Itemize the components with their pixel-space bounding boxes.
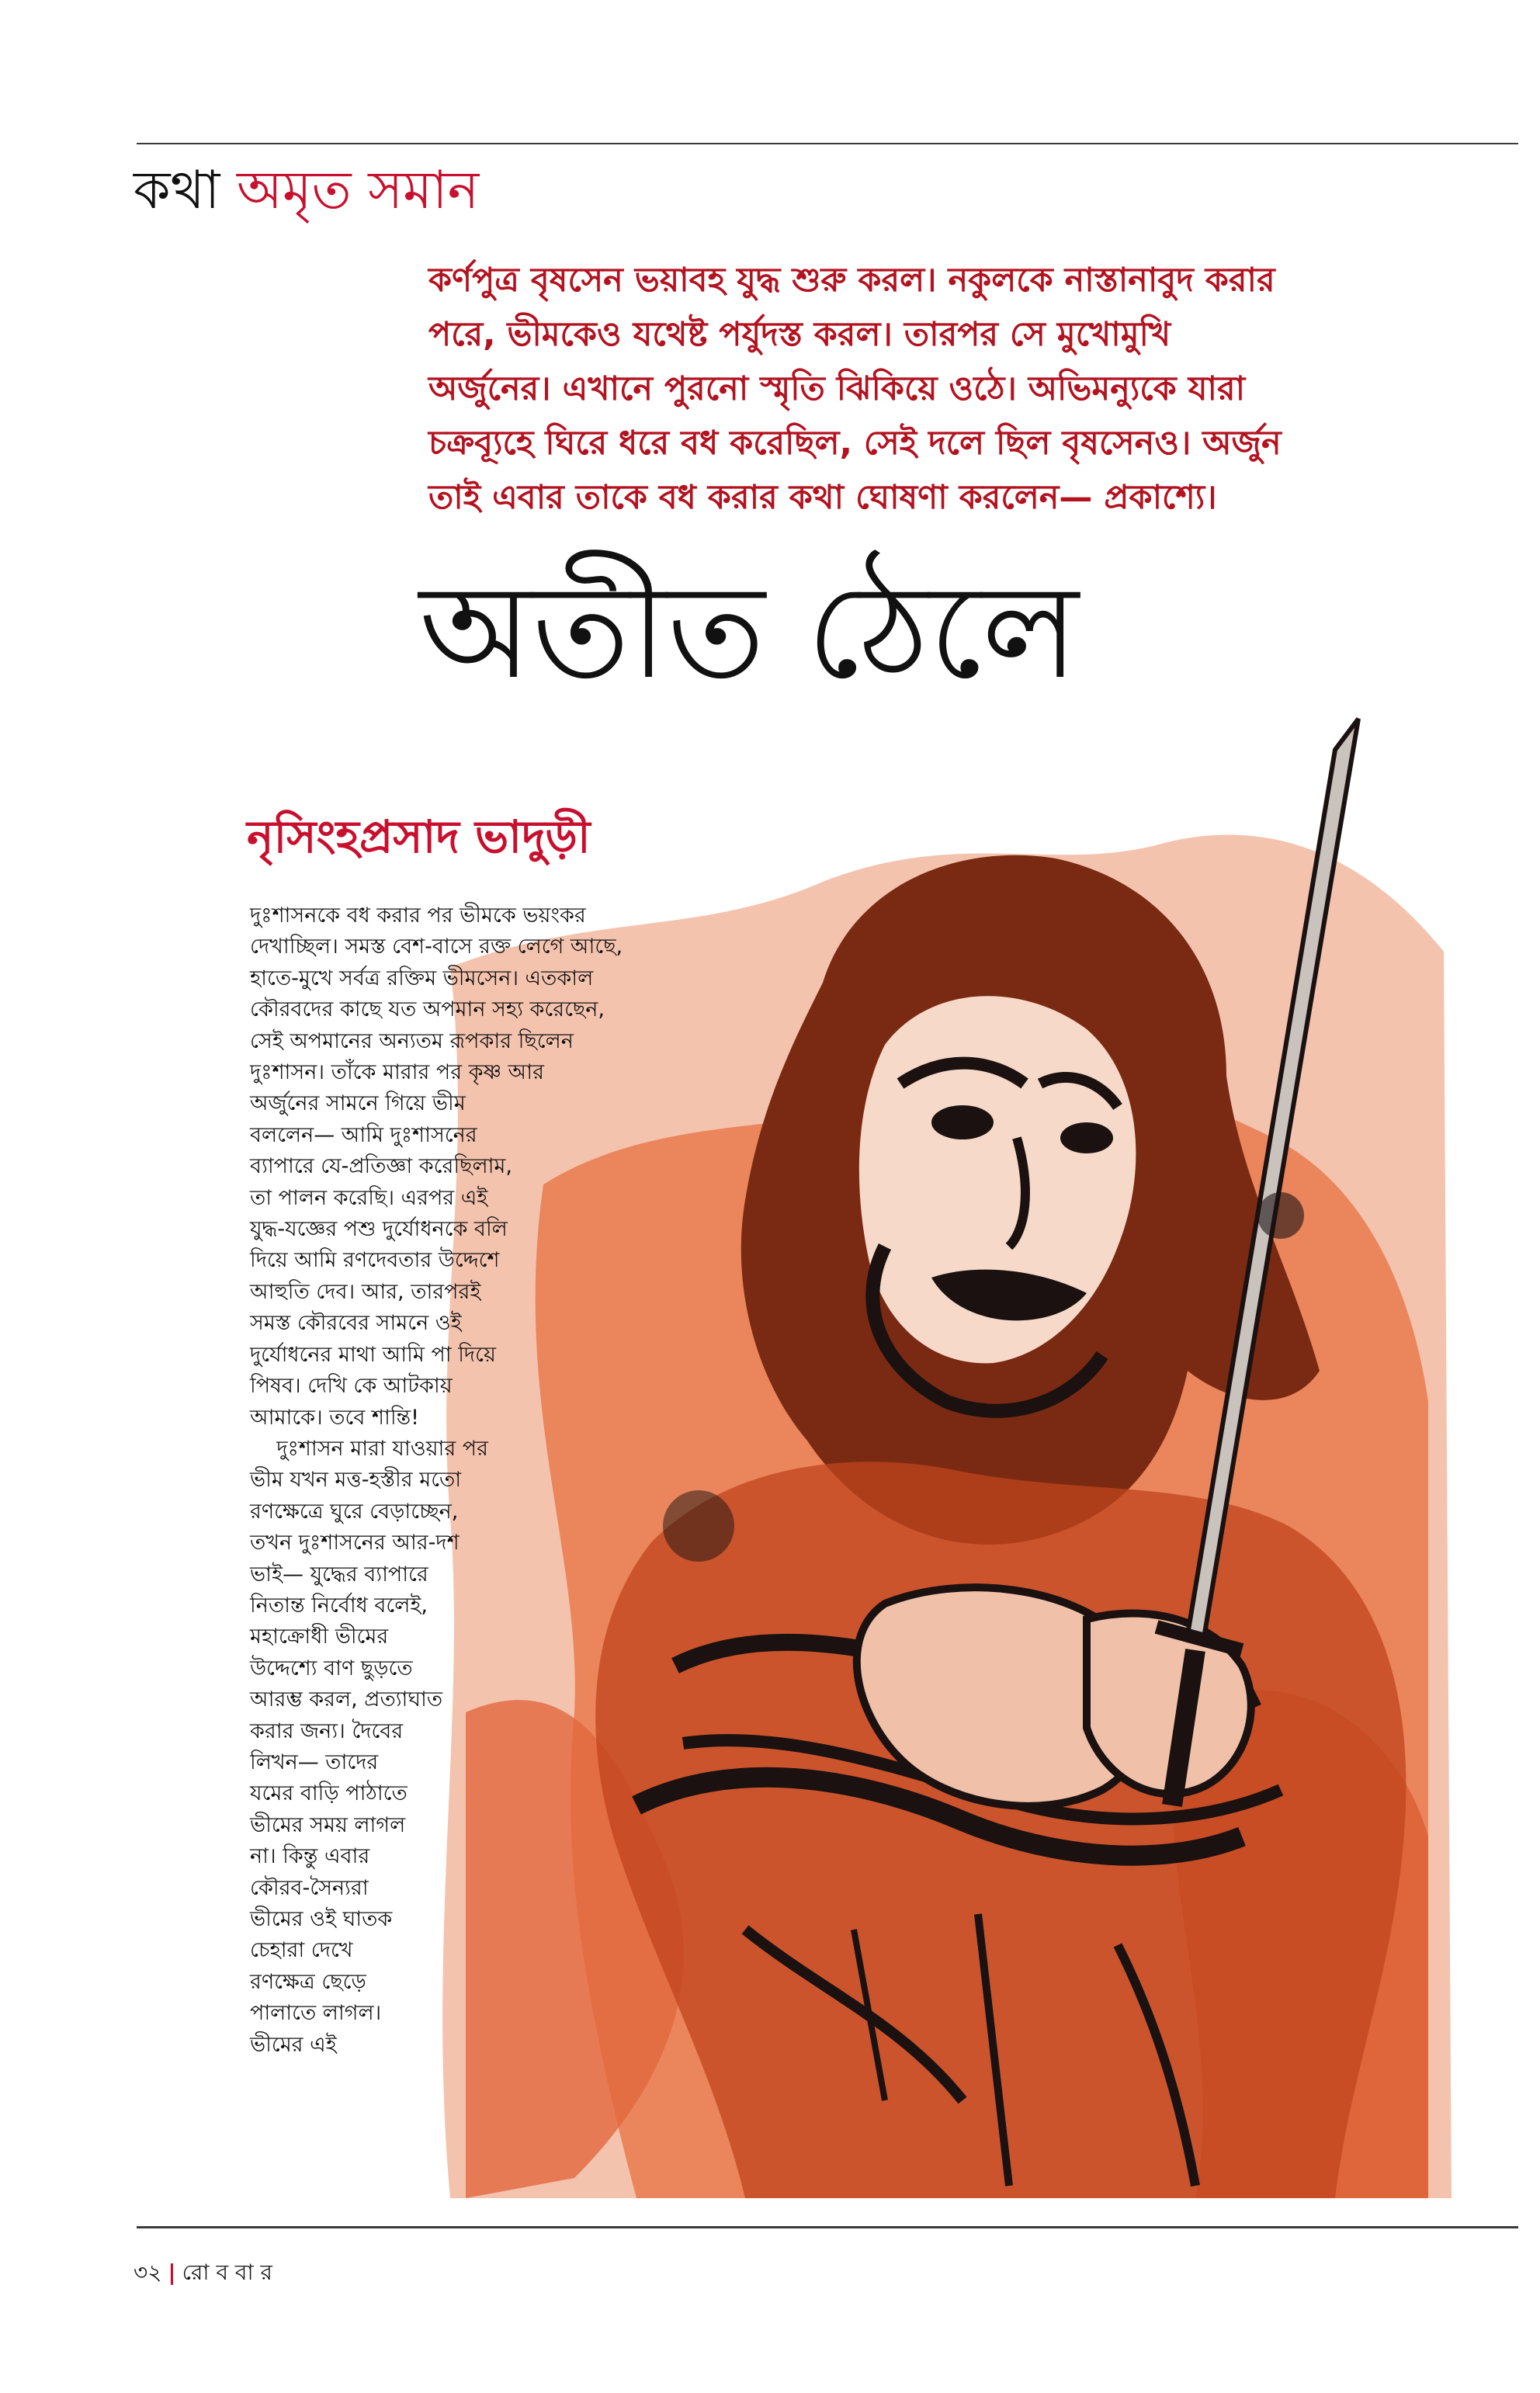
intro-line: তাই এবার তাকে বধ করার কথা ঘোষণা করলেন— প্রকাশ্যে। [428,478,1217,517]
top-rule [137,143,1518,144]
intro-line: পরে, ভীমকেও যথেষ্ট পর্যুদস্ত করল। তারপর সে মুখোমুখি [428,315,1171,354]
bottom-rule [137,2226,1518,2228]
intro-line: চক্রব্যূহে ঘিরে ধরে বধ করেছিল, সেই দলে ছিল বৃষসেনও। অর্জুন [428,424,1282,463]
intro-standfirst [428,253,1438,525]
body-line: পালাতে লাগল। [250,2001,382,2026]
body-line: সেই অপমানের অন্যতম রূপকার ছিলেন [250,1028,574,1053]
body-line: কৌরব-সৈন্যরা [250,1875,369,1900]
body-line: বললেন— আমি দুঃশাসনের [250,1122,477,1147]
body-line: পিষব। দেখি কে আটকায় [250,1374,453,1399]
body-line: আরম্ভ করল, প্রত্যাঘাত [250,1687,443,1712]
body-line: ভীম যখন মত্ত-হস্তীর মতো [250,1468,462,1493]
column-title-highlight: অমৃত সমান [236,160,480,221]
body-line: সমস্ত কৌরবের সামনে ওই [250,1311,462,1336]
body-line: যমের বাড়ি পাঠাতে [250,1781,408,1806]
body-line: তা পালন করেছি। এরপর এই [250,1185,488,1210]
body-line: ভীমের সময় লাগল [250,1812,406,1837]
body-line: নিতান্ত নির্বোধ বলেই, [250,1593,428,1618]
body-line: আহুতি দেব। আর, তারপরই [250,1279,481,1304]
body-line: হাতে-মুখে সর্বত্র রক্তিম ভীমসেন। এতকাল [250,966,594,990]
article-body [250,900,623,2061]
body-line: চেহারা দেখে [250,1938,353,1963]
page-number: ৩২ [134,2259,162,2285]
body-line: দুঃশাসনকে বধ করার পর ভীমকে ভয়ংকর [250,903,586,928]
body-line: উদ্দেশ্যে বাণ ছুড়তে [250,1656,413,1680]
body-line: ভীমের ওই ঘাতক [250,1907,393,1931]
body-line: তখন দুঃশাসনের আর-দশ [250,1531,460,1555]
body-line: দিয়ে আমি রণদেবতার উদ্দেশে [250,1248,500,1273]
folio-separator: | [168,2259,176,2285]
body-line: রণক্ষেত্র ছেড়ে [250,1969,366,1994]
author-byline: নৃসিংহপ্রসাদ ভাদুড়ী [247,810,591,863]
body-line: যুদ্ধ-যজ্ঞের পশু দুর্যোধনকে বলি [250,1217,508,1242]
body-line: রণক্ষেত্রে ঘুরে বেড়াচ্ছেন, [250,1499,459,1524]
body-line: অর্জুনের সামনে গিয়ে ভীম [250,1091,466,1116]
body-line: কৌরবদের কাছে যত অপমান সহ্য করেছেন, [250,997,605,1022]
body-line: ব্যাপারে যে-প্রতিজ্ঞা করেছিলাম, [250,1154,512,1179]
headline: অতীত ঠেলে [419,556,1079,708]
body-line: ভাই— যুদ্ধের ব্যাপারে [250,1562,428,1587]
body-line: দুঃশাসন। তাঁকে মারার পর কৃষ্ণ আর [250,1060,544,1085]
body-line: দুঃশাসন মারা যাওয়ার পর [250,1436,488,1461]
body-line: আমাকে। তবে শান্তি! [250,1405,419,1430]
body-line: দুর্যোধনের মাথা আমি পা দিয়ে [250,1342,496,1367]
body-line: মহাক্রোধী ভীমের [250,1625,389,1649]
intro-line: অর্জুনের। এখানে পুরনো স্মৃতি ঝিকিয়ে ওঠে। অভিমন্যুকে যারা [428,369,1246,408]
body-line: লিখন— তাদের [250,1750,379,1774]
body-line: ভীমের এই [250,2032,337,2057]
column-title [134,160,480,221]
intro-line: কর্ণপুত্র বৃষসেন ভয়াবহ যুদ্ধ শুরু করল। নকুলকে নাস্তানাবুদ করার [428,261,1275,300]
body-line: না। কিন্তু এবার [250,1844,370,1869]
body-line: করার জন্য। দৈবের [250,1718,404,1743]
magazine-name: রো ব বা র [182,2259,272,2285]
body-line: দেখাচ্ছিল। সমস্ত বেশ-বাসে রক্ত লেগে আছে, [250,935,623,959]
folio [134,2256,272,2292]
column-title-prefix: কথা [134,160,220,221]
